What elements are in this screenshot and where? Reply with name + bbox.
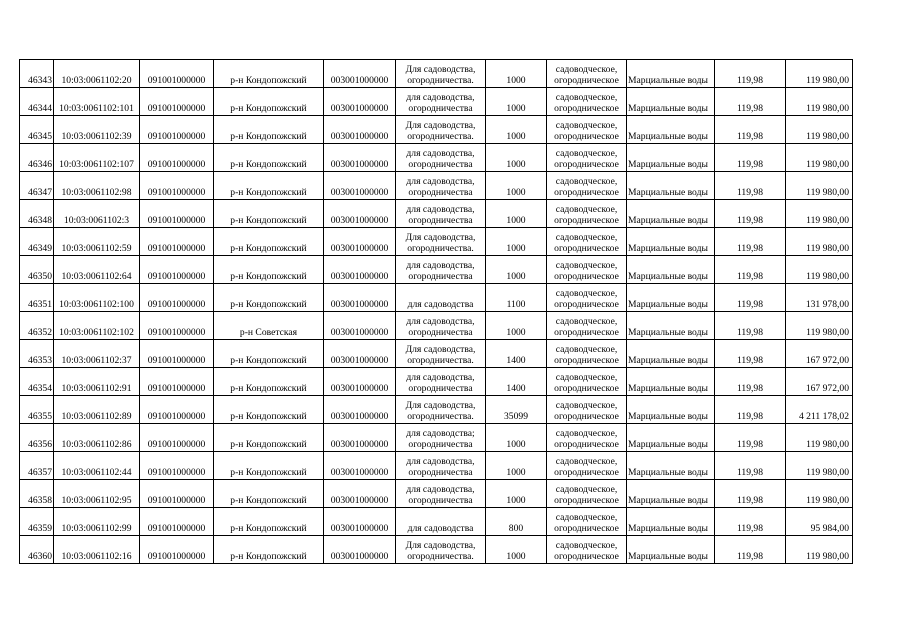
cadastral-value-cell: 167 972,00 [786, 368, 853, 396]
table-row [20, 144, 853, 172]
use-type-cell [547, 480, 627, 508]
locality-cell: Марциальные воды [627, 368, 715, 396]
record-id-cell: 46352 [20, 312, 54, 340]
use-type-cell [547, 256, 627, 284]
use-type-line1: садоводческое, [555, 260, 618, 271]
rate-cell: 119,98 [715, 452, 786, 480]
permitted-use-line2: огородничества. [407, 410, 474, 422]
oktmo-code-cell: 003001000000 [324, 60, 396, 88]
area-cell: 1000 [486, 452, 547, 480]
cadastral-value-cell: 119 980,00 [786, 88, 853, 116]
area-cell: 1000 [486, 88, 547, 116]
okato-code-cell: 091001000000 [140, 368, 214, 396]
oktmo-code-cell: 003001000000 [324, 480, 396, 508]
cadastral-value-cell: 119 980,00 [786, 480, 853, 508]
use-type-line1: садоводческое, [555, 148, 618, 159]
okato-code-cell: 091001000000 [140, 284, 214, 312]
oktmo-code-cell: 003001000000 [324, 200, 396, 228]
permitted-use-line2: для садоводства [407, 298, 474, 310]
use-type-line1: садоводческое, [555, 120, 618, 131]
use-type-line2: огородническое [554, 494, 619, 506]
permitted-use-cell [396, 368, 486, 396]
okato-code-cell: 091001000000 [140, 256, 214, 284]
permitted-use-line1: Для садоводства, [405, 400, 476, 411]
record-id-cell: 46344 [20, 88, 54, 116]
cadastral-number-cell: 10:03:0061102:89 [54, 396, 140, 424]
okato-code-cell: 091001000000 [140, 312, 214, 340]
table-row [20, 452, 853, 480]
cadastral-number-cell: 10:03:0061102:102 [54, 312, 140, 340]
table-row [20, 508, 853, 536]
use-type-line2: огородническое [554, 186, 619, 198]
permitted-use-cell [396, 340, 486, 368]
permitted-use-line2: огородничества. [407, 130, 474, 142]
rate-cell: 119,98 [715, 256, 786, 284]
table-row [20, 116, 853, 144]
permitted-use-line1: Для садоводства, [405, 120, 476, 131]
cadastral-number-cell: 10:03:0061102:91 [54, 368, 140, 396]
table-row [20, 536, 853, 564]
use-type-line2: огородническое [554, 74, 619, 86]
use-type-cell [547, 284, 627, 312]
table-row [20, 228, 853, 256]
district-cell: р-н Кондопожский [214, 452, 324, 480]
use-type-cell [547, 60, 627, 88]
use-type-cell [547, 172, 627, 200]
permitted-use-line1: для садоводства, [406, 92, 475, 103]
oktmo-code-cell: 003001000000 [324, 312, 396, 340]
area-cell: 1000 [486, 144, 547, 172]
cadastral-value-cell: 167 972,00 [786, 340, 853, 368]
locality-cell: Марциальные воды [627, 144, 715, 172]
cadastral-number-cell: 10:03:0061102:98 [54, 172, 140, 200]
cadastral-value-cell: 119 980,00 [786, 116, 853, 144]
permitted-use-line1: для садоводства, [406, 204, 475, 215]
table-row [20, 256, 853, 284]
use-type-line2: огородническое [554, 382, 619, 394]
rate-cell: 119,98 [715, 312, 786, 340]
permitted-use-line1: для садоводства, [406, 456, 475, 467]
permitted-use-line2: огородничества [408, 438, 473, 450]
use-type-line2: огородническое [554, 242, 619, 254]
table-row [20, 312, 853, 340]
permitted-use-cell [396, 508, 486, 536]
table-row [20, 88, 853, 116]
use-type-cell [547, 312, 627, 340]
permitted-use-line1: для садоводства, [406, 148, 475, 159]
locality-cell: Марциальные воды [627, 480, 715, 508]
table-row [20, 480, 853, 508]
use-type-line1: садоводческое, [555, 540, 618, 551]
oktmo-code-cell: 003001000000 [324, 424, 396, 452]
okato-code-cell: 091001000000 [140, 340, 214, 368]
record-id-cell: 46348 [20, 200, 54, 228]
permitted-use-cell [396, 480, 486, 508]
cadastral-value-cell: 119 980,00 [786, 228, 853, 256]
use-type-line2: огородническое [554, 326, 619, 338]
cadastral-number-cell: 10:03:0061102:3 [54, 200, 140, 228]
use-type-line1: садоводческое, [555, 92, 618, 103]
district-cell: р-н Кондопожский [214, 340, 324, 368]
use-type-line1: садоводческое, [555, 372, 618, 383]
district-cell: р-н Кондопожский [214, 368, 324, 396]
use-type-line2: огородническое [554, 438, 619, 450]
area-cell: 35099 [486, 396, 547, 424]
table-row [20, 172, 853, 200]
district-cell: р-н Кондопожский [214, 284, 324, 312]
use-type-cell [547, 88, 627, 116]
permitted-use-line1: для садоводства, [406, 260, 475, 271]
use-type-line1: садоводческое, [555, 484, 618, 495]
permitted-use-cell [396, 396, 486, 424]
record-id-cell: 46357 [20, 452, 54, 480]
oktmo-code-cell: 003001000000 [324, 228, 396, 256]
rate-cell: 119,98 [715, 424, 786, 452]
oktmo-code-cell: 003001000000 [324, 368, 396, 396]
okato-code-cell: 091001000000 [140, 200, 214, 228]
cadastral-value-cell: 119 980,00 [786, 312, 853, 340]
district-cell: р-н Кондопожский [214, 536, 324, 564]
record-id-cell: 46351 [20, 284, 54, 312]
permitted-use-cell [396, 536, 486, 564]
locality-cell: Марциальные воды [627, 452, 715, 480]
use-type-line1: садоводческое, [555, 456, 618, 467]
locality-cell: Марциальные воды [627, 172, 715, 200]
table-body [20, 60, 853, 564]
district-cell: р-н Кондопожский [214, 116, 324, 144]
land-cadastre-table [19, 59, 853, 564]
rate-cell: 119,98 [715, 144, 786, 172]
record-id-cell: 46359 [20, 508, 54, 536]
district-cell: р-н Кондопожский [214, 256, 324, 284]
table-row [20, 340, 853, 368]
cadastral-number-cell: 10:03:0061102:59 [54, 228, 140, 256]
district-cell: р-н Кондопожский [214, 228, 324, 256]
use-type-line2: огородническое [554, 270, 619, 282]
oktmo-code-cell: 003001000000 [324, 284, 396, 312]
rate-cell: 119,98 [715, 172, 786, 200]
cadastral-value-cell: 119 980,00 [786, 172, 853, 200]
record-id-cell: 46345 [20, 116, 54, 144]
use-type-cell [547, 396, 627, 424]
locality-cell: Марциальные воды [627, 256, 715, 284]
oktmo-code-cell: 003001000000 [324, 452, 396, 480]
okato-code-cell: 091001000000 [140, 536, 214, 564]
okato-code-cell: 091001000000 [140, 452, 214, 480]
use-type-line2: огородническое [554, 354, 619, 366]
locality-cell: Марциальные воды [627, 200, 715, 228]
permitted-use-line2: огородничества. [407, 74, 474, 86]
record-id-cell: 46360 [20, 536, 54, 564]
area-cell: 1400 [486, 340, 547, 368]
cadastral-value-cell: 119 980,00 [786, 424, 853, 452]
permitted-use-line2: огородничества [408, 270, 473, 282]
cadastral-value-cell: 119 980,00 [786, 536, 853, 564]
permitted-use-line1: для садоводства, [406, 372, 475, 383]
record-id-cell: 46343 [20, 60, 54, 88]
record-id-cell: 46349 [20, 228, 54, 256]
record-id-cell: 46353 [20, 340, 54, 368]
rate-cell: 119,98 [715, 508, 786, 536]
okato-code-cell: 091001000000 [140, 396, 214, 424]
locality-cell: Марциальные воды [627, 228, 715, 256]
permitted-use-line2: огородничества [408, 158, 473, 170]
rate-cell: 119,98 [715, 480, 786, 508]
permitted-use-cell [396, 284, 486, 312]
oktmo-code-cell: 003001000000 [324, 508, 396, 536]
permitted-use-line2: огородничества. [407, 242, 474, 254]
use-type-line2: огородническое [554, 298, 619, 310]
permitted-use-cell [396, 312, 486, 340]
permitted-use-line1: для садоводства, [406, 176, 475, 187]
use-type-line1: садоводческое, [555, 316, 618, 327]
use-type-line2: огородническое [554, 522, 619, 534]
cadastral-number-cell: 10:03:0061102:16 [54, 536, 140, 564]
cadastral-number-cell: 10:03:0061102:95 [54, 480, 140, 508]
cadastral-number-cell: 10:03:0061102:100 [54, 284, 140, 312]
rate-cell: 119,98 [715, 396, 786, 424]
rate-cell: 119,98 [715, 200, 786, 228]
permitted-use-line2: огородничества [408, 466, 473, 478]
cadastral-number-cell: 10:03:0061102:107 [54, 144, 140, 172]
cadastral-value-cell: 4 211 178,02 [786, 396, 853, 424]
rate-cell: 119,98 [715, 88, 786, 116]
locality-cell: Марциальные воды [627, 424, 715, 452]
cadastral-value-cell: 131 978,00 [786, 284, 853, 312]
okato-code-cell: 091001000000 [140, 144, 214, 172]
area-cell: 800 [486, 508, 547, 536]
okato-code-cell: 091001000000 [140, 480, 214, 508]
record-id-cell: 46358 [20, 480, 54, 508]
record-id-cell: 46354 [20, 368, 54, 396]
permitted-use-line2: огородничества. [407, 354, 474, 366]
cadastral-number-cell: 10:03:0061102:101 [54, 88, 140, 116]
use-type-line2: огородническое [554, 158, 619, 170]
use-type-line1: садоводческое, [555, 204, 618, 215]
district-cell: р-н Кондопожский [214, 200, 324, 228]
okato-code-cell: 091001000000 [140, 228, 214, 256]
use-type-cell [547, 144, 627, 172]
cadastral-number-cell: 10:03:0061102:99 [54, 508, 140, 536]
permitted-use-line2: огородничества [408, 494, 473, 506]
okato-code-cell: 091001000000 [140, 116, 214, 144]
table-row [20, 424, 853, 452]
locality-cell: Марциальные воды [627, 116, 715, 144]
area-cell: 1000 [486, 424, 547, 452]
use-type-line1: садоводческое, [555, 176, 618, 187]
area-cell: 1000 [486, 256, 547, 284]
rate-cell: 119,98 [715, 536, 786, 564]
use-type-line1: садоводческое, [555, 512, 618, 523]
okato-code-cell: 091001000000 [140, 88, 214, 116]
locality-cell: Марциальные воды [627, 536, 715, 564]
locality-cell: Марциальные воды [627, 312, 715, 340]
cadastral-value-cell: 119 980,00 [786, 452, 853, 480]
locality-cell: Марциальные воды [627, 508, 715, 536]
use-type-cell [547, 452, 627, 480]
use-type-line2: огородническое [554, 410, 619, 422]
district-cell: р-н Советская [214, 312, 324, 340]
use-type-cell [547, 536, 627, 564]
permitted-use-line2: огородничества. [407, 550, 474, 562]
use-type-cell [547, 508, 627, 536]
use-type-cell [547, 200, 627, 228]
permitted-use-cell [396, 116, 486, 144]
table-row [20, 284, 853, 312]
permitted-use-cell [396, 88, 486, 116]
oktmo-code-cell: 003001000000 [324, 396, 396, 424]
use-type-cell [547, 340, 627, 368]
oktmo-code-cell: 003001000000 [324, 256, 396, 284]
area-cell: 1000 [486, 312, 547, 340]
table-row [20, 60, 853, 88]
district-cell: р-н Кондопожский [214, 480, 324, 508]
permitted-use-line1: для садоводства, [406, 484, 475, 495]
use-type-cell [547, 116, 627, 144]
record-id-cell: 46346 [20, 144, 54, 172]
locality-cell: Марциальные воды [627, 396, 715, 424]
use-type-line2: огородническое [554, 214, 619, 226]
district-cell: р-н Кондопожский [214, 88, 324, 116]
cadastral-number-cell: 10:03:0061102:44 [54, 452, 140, 480]
oktmo-code-cell: 003001000000 [324, 88, 396, 116]
area-cell: 1000 [486, 116, 547, 144]
permitted-use-cell [396, 424, 486, 452]
permitted-use-line2: огородничества [408, 102, 473, 114]
permitted-use-cell [396, 200, 486, 228]
locality-cell: Марциальные воды [627, 88, 715, 116]
table-row [20, 200, 853, 228]
rate-cell: 119,98 [715, 368, 786, 396]
permitted-use-line2: огородничества [408, 382, 473, 394]
permitted-use-line1: для садоводства; [406, 428, 475, 439]
okato-code-cell: 091001000000 [140, 60, 214, 88]
area-cell: 1400 [486, 368, 547, 396]
record-id-cell: 46356 [20, 424, 54, 452]
area-cell: 1000 [486, 480, 547, 508]
cadastral-value-cell: 95 984,00 [786, 508, 853, 536]
permitted-use-cell [396, 172, 486, 200]
use-type-cell [547, 424, 627, 452]
locality-cell: Марциальные воды [627, 60, 715, 88]
use-type-cell [547, 228, 627, 256]
table-row [20, 396, 853, 424]
permitted-use-cell [396, 256, 486, 284]
oktmo-code-cell: 003001000000 [324, 340, 396, 368]
area-cell: 1000 [486, 60, 547, 88]
cadastral-value-cell: 119 980,00 [786, 200, 853, 228]
rate-cell: 119,98 [715, 116, 786, 144]
rate-cell: 119,98 [715, 60, 786, 88]
permitted-use-cell [396, 228, 486, 256]
okato-code-cell: 091001000000 [140, 508, 214, 536]
rate-cell: 119,98 [715, 228, 786, 256]
rate-cell: 119,98 [715, 340, 786, 368]
permitted-use-cell [396, 452, 486, 480]
district-cell: р-н Кондопожский [214, 60, 324, 88]
locality-cell: Марциальные воды [627, 340, 715, 368]
permitted-use-line1: Для садоводства, [405, 232, 476, 243]
use-type-line2: огородническое [554, 550, 619, 562]
use-type-line2: огородническое [554, 102, 619, 114]
cadastral-number-cell: 10:03:0061102:64 [54, 256, 140, 284]
cadastral-number-cell: 10:03:0061102:20 [54, 60, 140, 88]
oktmo-code-cell: 003001000000 [324, 172, 396, 200]
record-id-cell: 46347 [20, 172, 54, 200]
cadastral-value-cell: 119 980,00 [786, 60, 853, 88]
use-type-line2: огородническое [554, 466, 619, 478]
use-type-line2: огородническое [554, 130, 619, 142]
oktmo-code-cell: 003001000000 [324, 536, 396, 564]
permitted-use-line1: Для садоводства, [405, 540, 476, 551]
district-cell: р-н Кондопожский [214, 144, 324, 172]
district-cell: р-н Кондопожский [214, 508, 324, 536]
permitted-use-line1: Для садоводства, [405, 344, 476, 355]
okato-code-cell: 091001000000 [140, 172, 214, 200]
oktmo-code-cell: 003001000000 [324, 144, 396, 172]
use-type-cell [547, 368, 627, 396]
cadastral-value-cell: 119 980,00 [786, 144, 853, 172]
record-id-cell: 46355 [20, 396, 54, 424]
oktmo-code-cell: 003001000000 [324, 116, 396, 144]
cadastral-number-cell: 10:03:0061102:37 [54, 340, 140, 368]
cadastral-number-cell: 10:03:0061102:86 [54, 424, 140, 452]
record-id-cell: 46350 [20, 256, 54, 284]
area-cell: 1000 [486, 200, 547, 228]
table-row [20, 368, 853, 396]
locality-cell: Марциальные воды [627, 284, 715, 312]
rate-cell: 119,98 [715, 284, 786, 312]
permitted-use-line2: огородничества [408, 326, 473, 338]
permitted-use-cell [396, 60, 486, 88]
use-type-line1: садоводческое, [555, 288, 618, 299]
use-type-line1: садоводческое, [555, 232, 618, 243]
permitted-use-cell [396, 144, 486, 172]
use-type-line1: садоводческое, [555, 400, 618, 411]
permitted-use-line2: огородничества [408, 214, 473, 226]
okato-code-cell: 091001000000 [140, 424, 214, 452]
permitted-use-line1: Для садоводства, [405, 64, 476, 75]
district-cell: р-н Кондопожский [214, 396, 324, 424]
permitted-use-line1: для садоводства, [406, 316, 475, 327]
area-cell: 1100 [486, 284, 547, 312]
cadastral-number-cell: 10:03:0061102:39 [54, 116, 140, 144]
permitted-use-line2: для садоводства [407, 522, 474, 534]
cadastral-value-cell: 119 980,00 [786, 256, 853, 284]
use-type-line1: садоводческое, [555, 64, 618, 75]
district-cell: р-н Кондопожский [214, 172, 324, 200]
use-type-line1: садоводческое, [555, 344, 618, 355]
district-cell: р-н Кондопожский [214, 424, 324, 452]
area-cell: 1000 [486, 172, 547, 200]
use-type-line1: садоводческое, [555, 428, 618, 439]
area-cell: 1000 [486, 228, 547, 256]
area-cell: 1000 [486, 536, 547, 564]
permitted-use-line2: огородничества [408, 186, 473, 198]
